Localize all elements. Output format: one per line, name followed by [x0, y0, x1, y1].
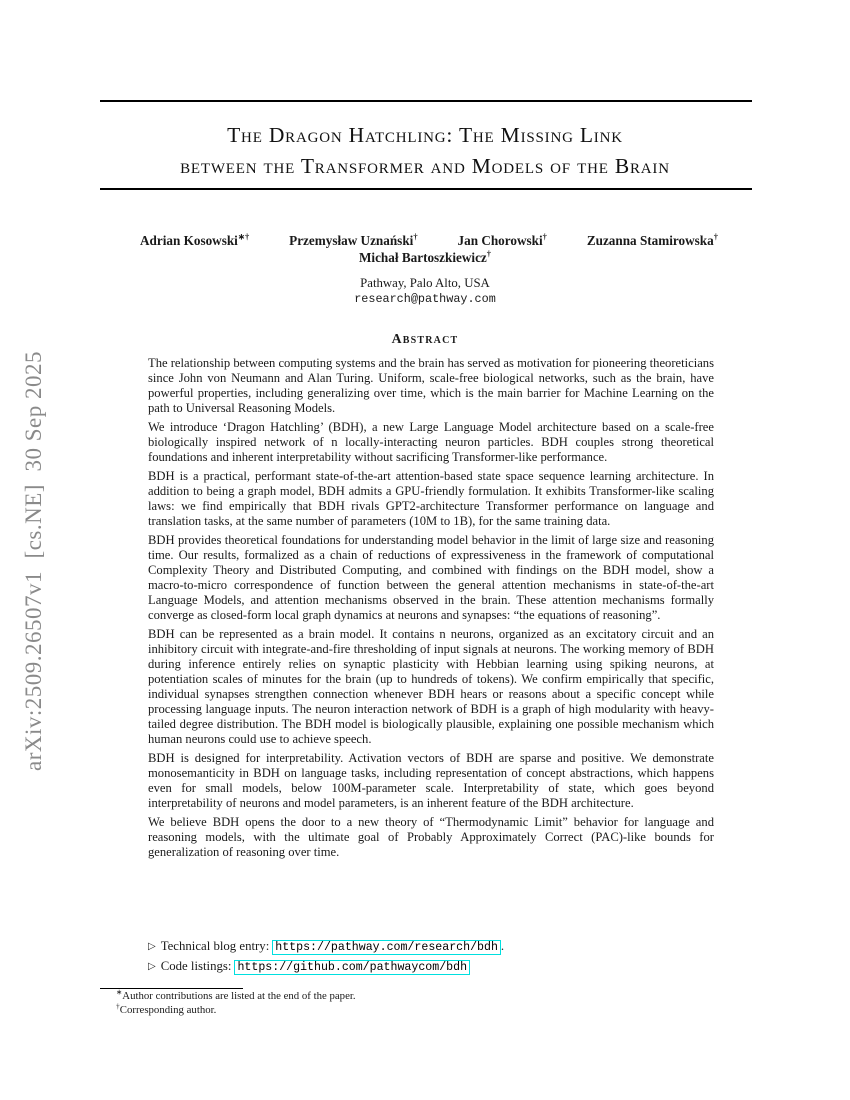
author-name: Michał Bartoszkiewicz: [358, 250, 487, 265]
blog-link-label: Technical blog entry:: [160, 939, 270, 953]
abstract-paragraph-6: BDH is designed for interpretability. Activation vectors of BDH are sparse and positive. We demonstrate monosemanticity in BDH on language tasks, including representation of concept abstractions, which happens even for small models, below 100M-parameter scale. Interpretability of state, which goes beyond interpretability of neurons and model parameters, is an inherent feature of the BDH architecture.: [148, 751, 714, 810]
author-1: [140, 233, 249, 249]
footnote-text: Author contributions are listed at the end of the paper.: [122, 990, 356, 1002]
code-link-line: [148, 959, 728, 975]
author-affiliation-marks: †: [413, 231, 418, 242]
triangle-bullet-icon: ▷: [148, 941, 156, 952]
code-link-url[interactable]: https://github.com/pathwaycom/bdh: [234, 960, 470, 975]
footnote-corresponding: [116, 1000, 740, 1018]
blog-link-line: [148, 939, 728, 955]
footnote-contributions: [116, 987, 740, 1004]
paper-title-line2: between the Transformer and Models of the Brain: [180, 154, 670, 178]
author-2: [289, 233, 417, 249]
author-4: [587, 233, 718, 249]
abstract-paragraph-5: BDH can be represented as a brain model. It contains n neurons, organized as an excitatory circuit and an inhibitory circuit with integrate-and-fire thresholding of input signals at neurons. The working memory of BDH during inference entirely relies on synaptic plasticity with Hebbian learning using spiking neurons, at potentiation scales of minutes for the brain (up to hundreds of tokens). We confirm empirically that specific, individual synapses strengthen connection whenever BDH hears or reasons about a specific concept while processing language inputs. The neuron interaction network of BDH is a graph of high modularity with heavy-tailed degree distribution. The BDH model is biologically plausible, explaining one possible mechanism which human neurons could use to achieve speech.: [148, 627, 714, 746]
abstract-paragraph-7: We believe BDH opens the door to a new theory of “Thermodynamic Limit” behavior for language and reasoning models, with the ultimate goal of Probably Approximately Correct (PAC)-like bounds for generalization of reasoning over time.: [148, 815, 714, 860]
affiliation: Pathway, Palo Alto, USA: [360, 276, 490, 290]
abstract-paragraph-1: The relationship between computing systems and the brain has served as motivation for pioneering theoreticians since John von Neumann and Alan Turing. Uniform, scale-free biological networks, such as the brain, have powerful properties, including generalizing over time, which is the main barrier for Machine Learning on the path to Universal Reasoning Models.: [148, 356, 714, 415]
author-name: Adrian Kosowski: [140, 233, 238, 248]
footnote-text: Corresponding author.: [119, 1003, 217, 1016]
contact-email[interactable]: research@pathway.com: [354, 292, 496, 306]
abstract-paragraph-3: BDH is a practical, performant state-of-the-art attention-based state space sequence learning architecture. In addition to being a graph model, BDH admits a GPU-friendly formulation. It exhibits Transformer-like scaling laws: we find empirically that BDH rivals GPT2-architecture Transformer performance on language and translation tasks, at the same number of parameters (10M to 1B), for the same training data.: [148, 469, 714, 529]
author-name: Przemysław Uznański: [289, 233, 414, 248]
abstract-body: [148, 356, 714, 865]
code-link-label: Code listings:: [160, 958, 232, 973]
triangle-bullet-icon: ▷: [148, 960, 156, 972]
author-name: Jan Chorowski: [457, 233, 543, 248]
author-5: [359, 250, 491, 265]
abstract-heading: Abstract: [391, 331, 459, 346]
paper-title-line1: The Dragon Hatchling: The Missing Link: [227, 123, 623, 147]
blog-link-suffix: .: [500, 939, 505, 953]
authors-row-2: [100, 250, 750, 266]
title-rule-bottom: [100, 188, 752, 190]
author-name: Zuzanna Stamirowska: [586, 233, 714, 248]
author-affiliation-marks: †: [713, 231, 718, 242]
paper-title: [80, 120, 770, 182]
author-affiliation-marks: ∗†: [237, 231, 250, 242]
abstract-paragraph-4: BDH provides theoretical foundations for understanding model behavior in the limit of large size and reasoning time. Our results, formalized as a chain of reductions of expressiveness in the framework of computational Complexity Theory and Distributed Computing, and combined with findings on the BDH model, show a macro-to-micro correspondence of function between the general attention mechanisms in state-of-the-art Language Models, and attention mechanisms observed in the brain. These attention mechanisms formally converge as closed-form local graph dynamics at neurons and synapses: “the equations of reasoning”.: [148, 533, 714, 622]
abstract-paragraph-2: We introduce ‘Dragon Hatchling’ (BDH), a new Large Language Model architecture based on a scale-free biologically inspired network of n locally-interacting neuron particles. BDH couples strong theoretical foundations and inherent interpretability without sacrificing Transformer-like performance.: [148, 420, 714, 464]
authors-row-1: [140, 233, 718, 249]
footnote-mark: ∗: [116, 987, 123, 997]
author-3: [458, 233, 547, 249]
title-rule-top: [100, 100, 752, 102]
blog-link-url[interactable]: https://pathway.com/research/bdh: [272, 940, 501, 955]
footnotes: [100, 987, 740, 1017]
resource-links: [148, 939, 728, 978]
author-affiliation-marks: †: [542, 231, 547, 242]
footnote-mark: †: [116, 1000, 120, 1010]
arxiv-watermark: arXiv:2509.26507v1 [cs.NE] 30 Sep 2025: [21, 351, 46, 771]
author-affiliation-marks: †: [486, 248, 492, 259]
